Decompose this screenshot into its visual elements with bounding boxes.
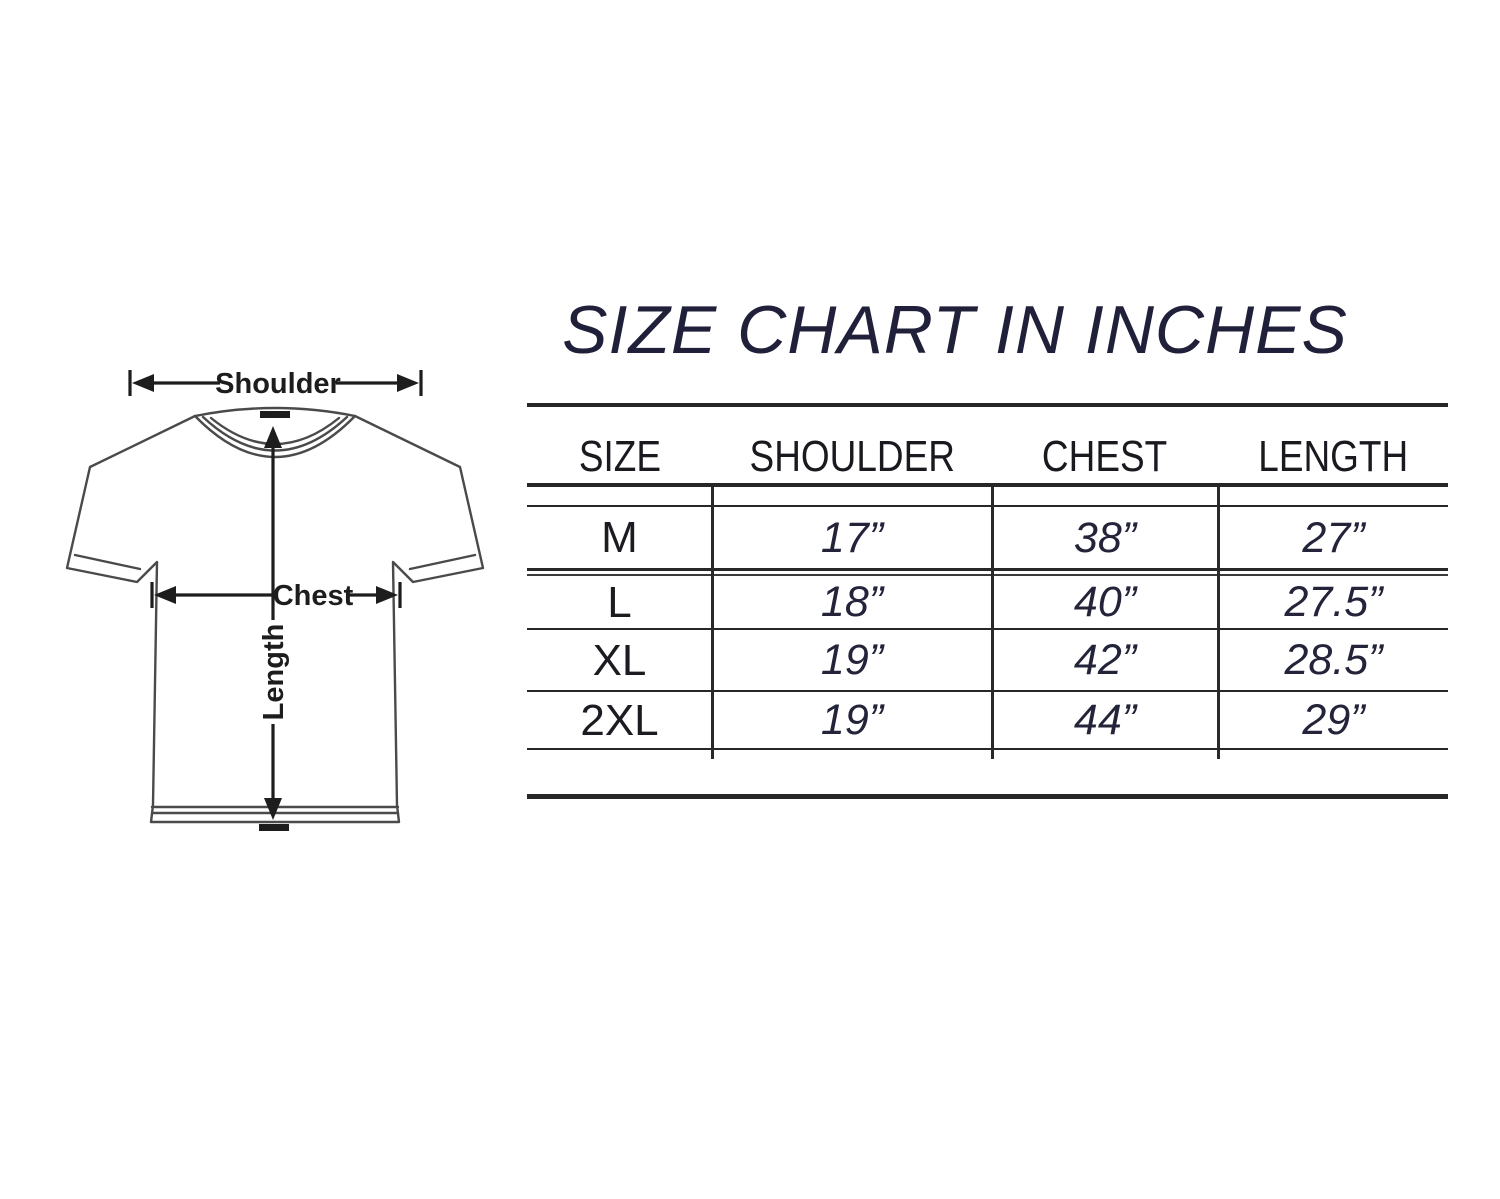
table-cell-size-m: M [601,513,638,562]
table-cell-shoulder-xl: 19” [820,636,884,684]
table-header-chest [992,424,1218,482]
table-header-shoulder [712,424,992,482]
divider-line [527,403,1448,407]
divider-line [527,794,1448,799]
table-cell-length-xl: 28.5” [1284,636,1383,684]
table-cell-shoulder-2xl: 19” [820,696,884,744]
shoulder-dimension-label: Shoulder [215,368,341,400]
table-cell-shoulder-m: 17” [820,513,884,562]
table-cell-length-2xl: 29” [1302,696,1365,744]
table-cell-chest-2xl: 44” [1073,696,1137,744]
table-cell-chest-xl: 42” [1073,636,1137,684]
page-title: SIZE CHART IN INCHES [562,292,1348,368]
table-cell-size-l: L [607,577,632,627]
table-header-length [1219,424,1448,482]
table-cell-length-m: 27” [1302,513,1365,562]
table-header-length-label: LENGTH [1258,432,1409,481]
table-cell-chest-m: 38” [1073,513,1137,562]
divider-line [527,483,1448,487]
table-header-size [527,424,712,482]
divider-line [527,568,1448,576]
shoulder-dimension-arrow [130,368,421,400]
length-dimension-label: Length [258,623,290,721]
tshirt-measurement-diagram [40,350,520,850]
table-cell-chest-l: 40” [1073,578,1137,626]
table-cell-shoulder-l: 18” [820,578,884,626]
chest-dimension-label: Chest [272,580,354,612]
table-cell-size-2xl: 2XL [580,695,659,745]
table-header-size-label: SIZE [578,432,661,481]
table-header-shoulder-label: SHOULDER [749,432,955,481]
table-cell-length-l: 27.5” [1284,578,1383,626]
tshirt-outline [67,408,483,822]
table-header-chest-label: CHEST [1042,432,1168,481]
table-cell-size-xl: XL [592,635,647,685]
